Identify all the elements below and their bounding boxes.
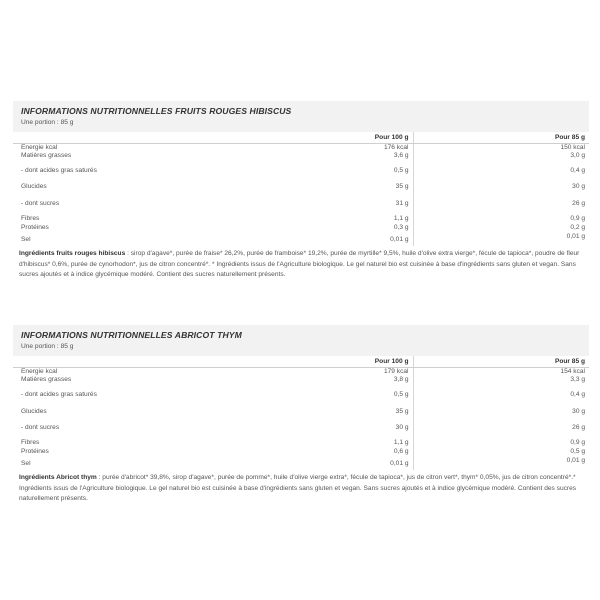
value-per-85g: 0,01 g: [566, 233, 585, 241]
table-row: [13, 183, 589, 200]
value-per-85g: 3,3 g: [570, 376, 585, 384]
header-per-100g: Pour 100 g: [213, 132, 413, 143]
header-nutrient: [13, 132, 213, 143]
ingredients-text: : sirop d'agave*, purée de fraise* 26,2%, purée de framboise* 19,2%, purée de myrtille* 9,5%, huile d'olive extra vierge*, fécule de tapioca*, poudre de fleur d'hibiscus* 0,6%, purée de cynorhodon*, jus de citron concentré*. * Ingrédients issus de l'Agriculture biologique. Le gel naturel bio est cuisinée à base d'ingrédients sans gluten et vegan. Sans sucres ajoutés et à indice glycémique modéré. Contient des sucres naturellement présents.: [19, 250, 580, 279]
table-row: [13, 152, 589, 167]
nutrient-name: Glucides: [21, 408, 47, 416]
value-per-100g: 179 kcal: [213, 367, 413, 376]
nutrition-table: [13, 356, 589, 470]
value-per-100g: 0,5 g: [213, 167, 413, 183]
nutrient-name: Sel: [21, 236, 31, 244]
table-row: [13, 200, 589, 215]
value-per-100g: 35 g: [213, 183, 413, 200]
value-per-100g: 1,1 g: [213, 439, 413, 448]
value-per-85g: 30 g: [572, 183, 585, 191]
value-per-85g: 0,4 g: [570, 391, 585, 399]
value-per-85g: 0,2 g: [570, 224, 585, 232]
nutrient-name: - dont sucres: [21, 200, 60, 208]
value-per-85g: 30 g: [572, 408, 585, 416]
value-per-85g: 0,9 g: [570, 215, 585, 223]
nutrient-name: - dont acides gras saturés: [21, 167, 97, 175]
nutrient-name: Fibres: [21, 215, 40, 223]
value-per-100g: 176 kcal: [213, 143, 413, 152]
panel-title: INFORMATIONS NUTRITIONNELLES FRUITS ROUGES HIBISCUS: [21, 106, 292, 116]
value-per-100g: 3,8 g: [213, 376, 413, 391]
nutrition-table: [13, 132, 589, 246]
nutrition-panel-abricot-thym: [13, 325, 589, 505]
table-header-row: [13, 132, 589, 143]
ingredients-label: Ingrédients fruits rouges hibiscus: [19, 250, 126, 258]
value-per-100g: 3,6 g: [213, 152, 413, 167]
portion-size: Une portion : 85 g: [21, 119, 74, 126]
ingredients-label: Ingrédients Abricot thym: [19, 474, 97, 482]
nutrient-name: - dont sucres: [21, 424, 60, 432]
table-row: [13, 367, 589, 376]
value-per-100g: 30 g: [213, 424, 413, 439]
nutrient-name: Matières grasses: [21, 152, 72, 160]
value-per-100g: 0,3 g: [213, 224, 413, 233]
value-per-100g: 0,5 g: [213, 391, 413, 408]
header-per-85g: Pour 85 g: [413, 356, 589, 367]
portion-size: Une portion : 85 g: [21, 343, 74, 350]
table-row: [13, 391, 589, 408]
value-per-100g: 1,1 g: [213, 215, 413, 224]
value-per-85g: 0,01 g: [566, 457, 585, 465]
table-row: [13, 408, 589, 424]
header-per-85g: Pour 85 g: [413, 132, 589, 143]
nutrient-name: Sel: [21, 460, 31, 468]
nutrient-name: Protéines: [21, 448, 49, 456]
table-row: [13, 376, 589, 391]
ingredients-paragraph: [13, 473, 589, 505]
value-per-100g: 35 g: [213, 408, 413, 424]
value-per-85g: 0,9 g: [570, 439, 585, 447]
value-per-100g: 0,6 g: [213, 448, 413, 457]
table-row: [13, 424, 589, 439]
table-row: [13, 143, 589, 152]
value-per-85g: 26 g: [572, 200, 585, 208]
value-per-85g: 0,5 g: [570, 448, 585, 456]
table-row: [13, 439, 589, 448]
value-per-85g: 150 kcal: [560, 143, 585, 151]
table-header-row: [13, 356, 589, 367]
table-row: [13, 215, 589, 224]
nutrient-name: Fibres: [21, 439, 40, 447]
value-per-100g: 0,01 g: [213, 457, 413, 470]
table-row: [13, 457, 589, 470]
nutrient-name: Energie kcal: [21, 143, 58, 151]
value-per-100g: 31 g: [213, 200, 413, 215]
table-row: [13, 167, 589, 183]
panel-header: [13, 101, 589, 132]
nutrient-name: - dont acides gras saturés: [21, 391, 97, 399]
table-row: [13, 224, 589, 233]
value-per-85g: 26 g: [572, 424, 585, 432]
value-per-85g: 3,0 g: [570, 152, 585, 160]
header-per-100g: Pour 100 g: [213, 356, 413, 367]
ingredients-paragraph: [13, 249, 589, 281]
header-nutrient: [13, 356, 213, 367]
panel-header: [13, 325, 589, 356]
nutrition-panel-fruits-rouges: [13, 101, 589, 281]
value-per-100g: 0,01 g: [213, 233, 413, 246]
value-per-85g: 0,4 g: [570, 167, 585, 175]
nutrient-name: Matières grasses: [21, 376, 72, 384]
ingredients-text: : purée d'abricot* 39,8%, sirop d'agave*, purée de pomme*, huile d'olive vierge extra*, fécule de tapioca*, jus de citron vert*, thym* 0,05%, jus de citron concentré*.* Ingrédients issus de l'Agriculture biologique. Le gel naturel bio est cuisinée à base d'ingrédients sans gluten et vegan. Sans sucres ajoutés et à indice glycémique modéré. Contient des sucres naturellement présents.: [19, 474, 577, 503]
nutrient-name: Energie kcal: [21, 367, 58, 375]
table-row: [13, 448, 589, 457]
nutrient-name: Protéines: [21, 224, 49, 232]
value-per-85g: 154 kcal: [560, 367, 585, 375]
table-row: [13, 233, 589, 246]
panel-title: INFORMATIONS NUTRITIONNELLES ABRICOT THYM: [21, 330, 242, 340]
nutrient-name: Glucides: [21, 183, 47, 191]
